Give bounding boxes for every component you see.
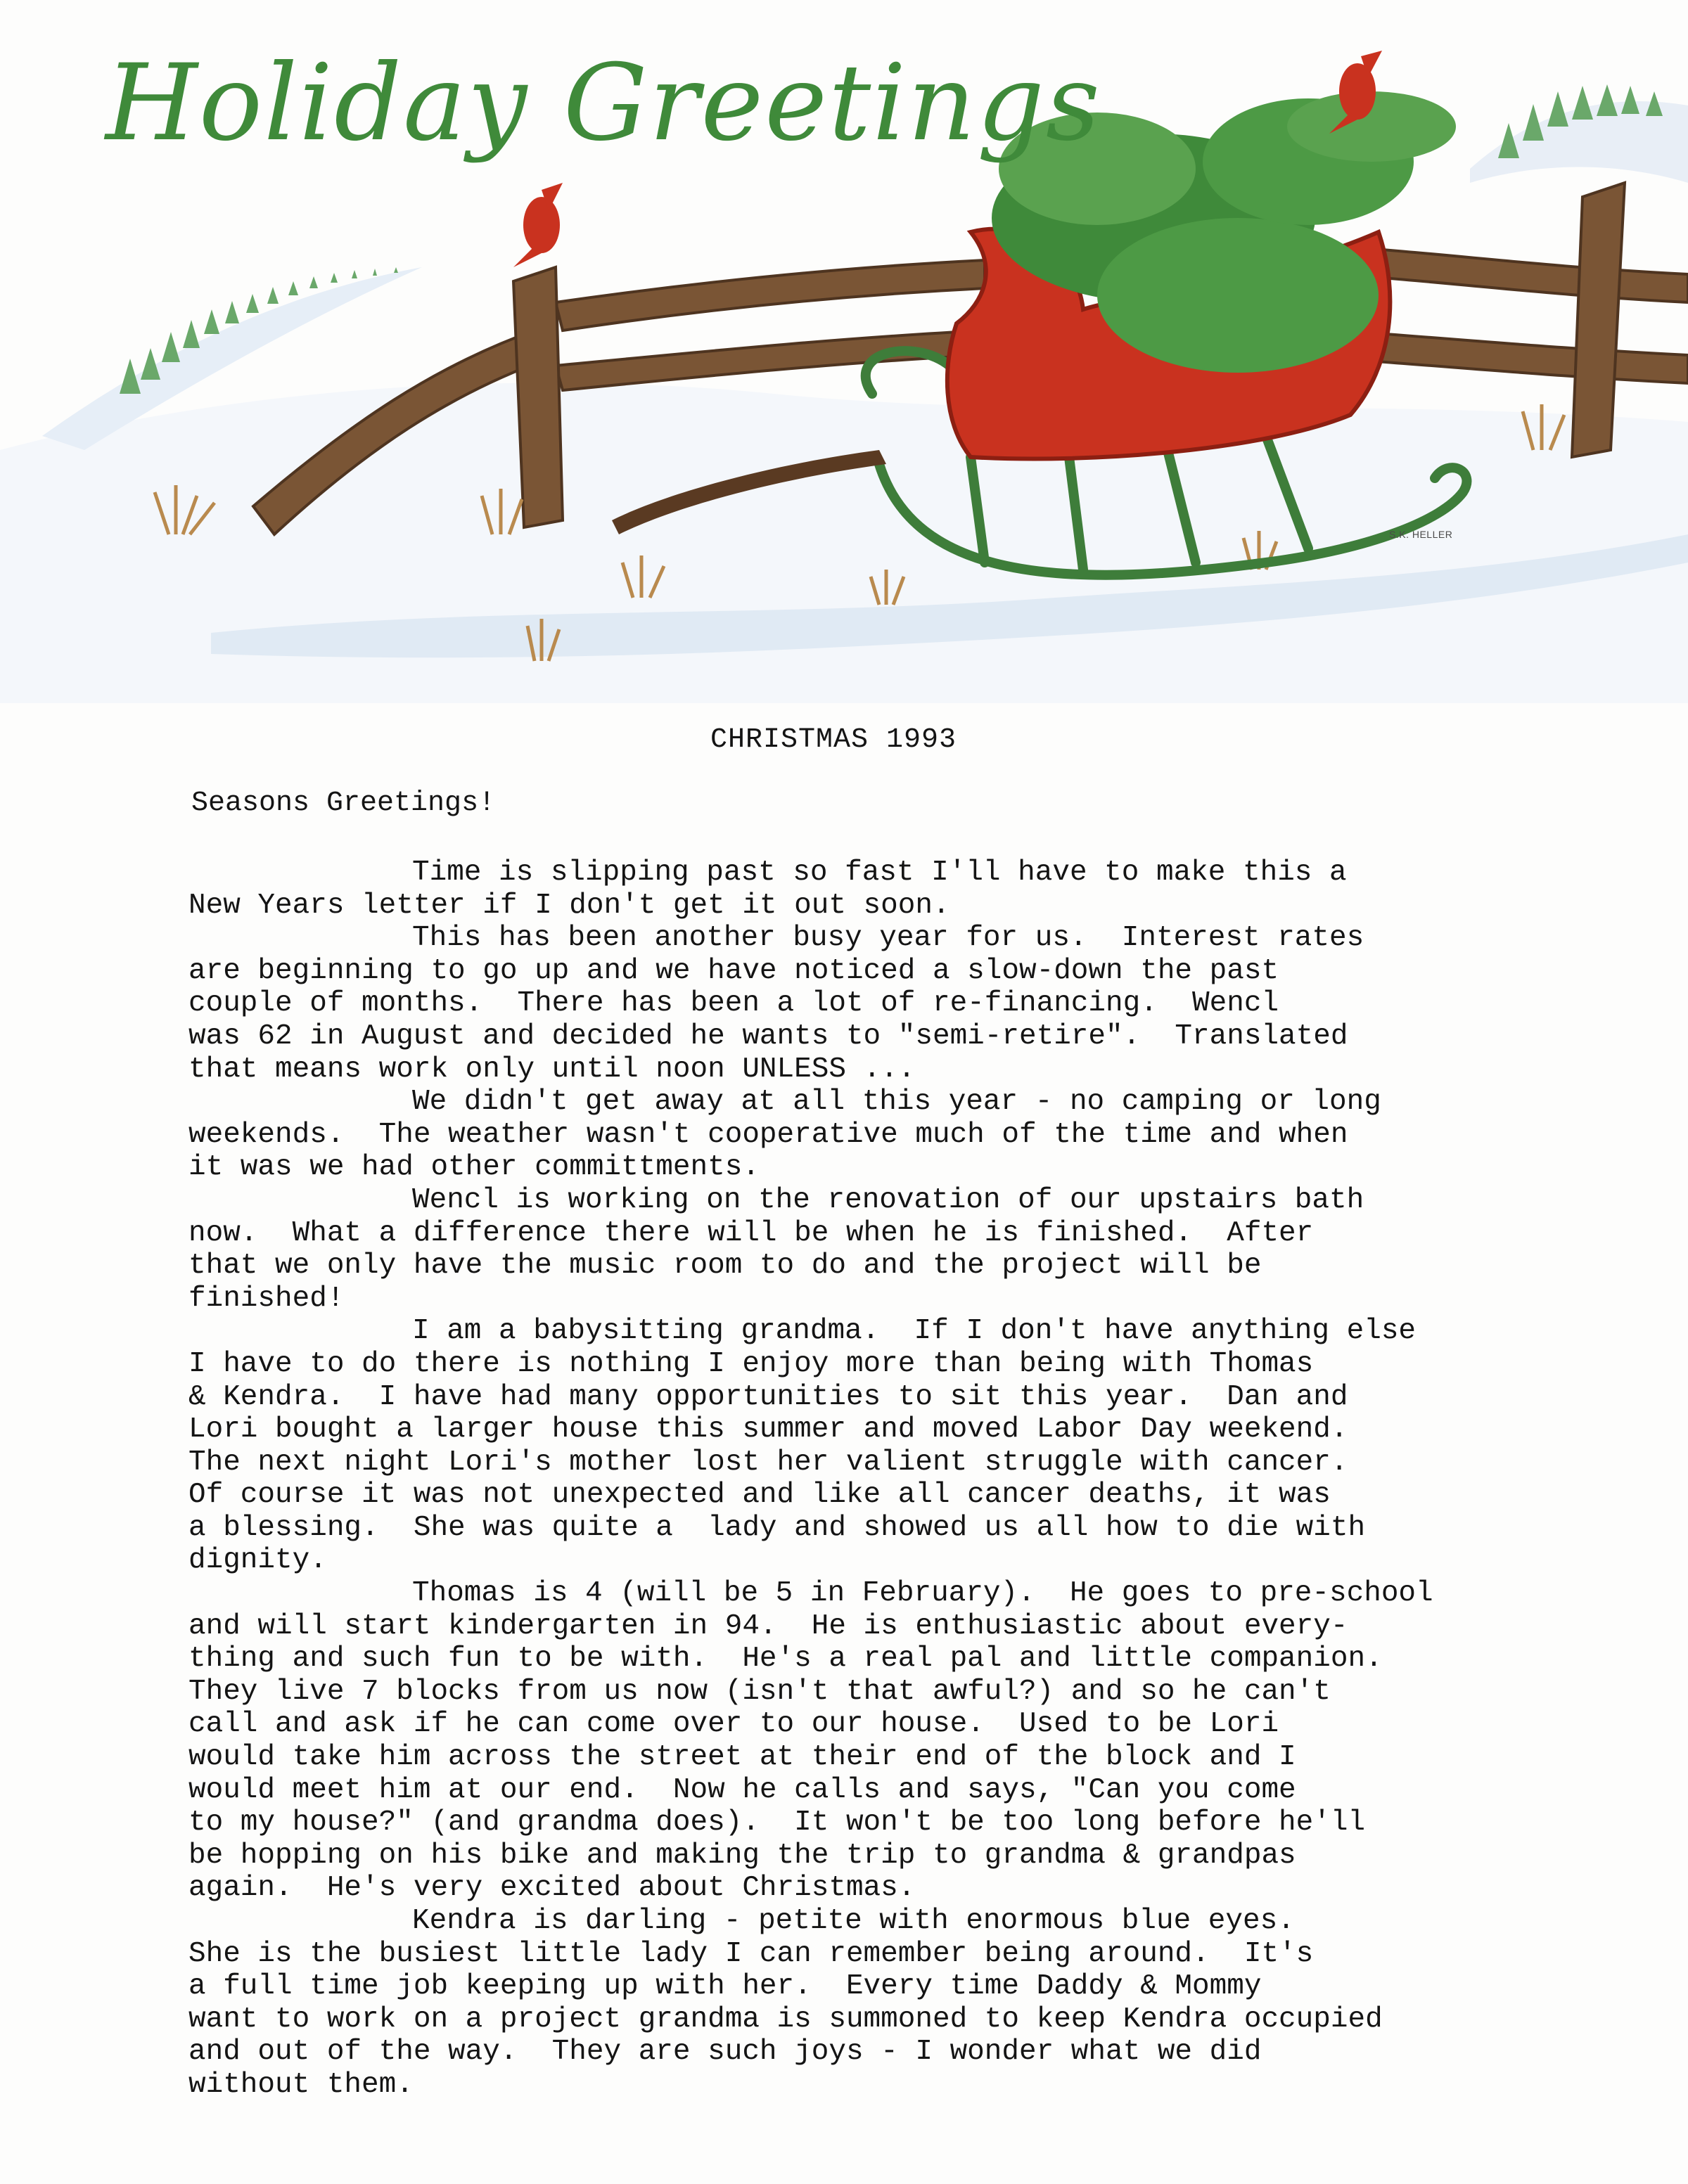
letter-line: a blessing. She was quite a lady and showed us all how to die with xyxy=(188,1511,1366,1544)
letter-body xyxy=(188,856,1595,2102)
letter-line: it was we had other committments. xyxy=(188,1151,760,1184)
letter-line: are beginning to go up and we have noticed a slow-down the past xyxy=(188,954,1279,987)
letter-line: She is the busiest little lady I can remember being around. It's xyxy=(188,1937,1314,1970)
letter-line: The next night Lori's mother lost her valient struggle with cancer. xyxy=(188,1446,1348,1479)
letter-line: now. What a difference there will be when he is finished. After xyxy=(188,1216,1314,1250)
letter-line: was 62 in August and decided he wants to "semi-retire". Translated xyxy=(188,1020,1348,1053)
letter-line: and out of the way. They are such joys - I wonder what we did xyxy=(188,2036,1262,2069)
cardinal-left xyxy=(513,183,563,267)
letter-line: that we only have the music room to do and the project will be xyxy=(188,1250,1262,1283)
letter-line: Lori bought a larger house this summer and moved Labor Day weekend. xyxy=(188,1413,1348,1446)
holiday-greetings-title: Holiday Greetings xyxy=(106,42,1101,165)
letter-line: I have to do there is nothing I enjoy more than being with Thomas xyxy=(188,1347,1314,1380)
letter-line: would meet him at our end. Now he calls and says, "Can you come xyxy=(188,1773,1296,1806)
letter-line: Thomas is 4 (will be 5 in February). He goes to pre-school xyxy=(412,1577,1433,1610)
letter-line: call and ask if he can come over to our house. Used to be Lori xyxy=(188,1708,1279,1741)
letter-line: be hopping on his bike and making the trip to grandma & grandpas xyxy=(188,1839,1296,1872)
letter-line: a full time job keeping up with her. Every time Daddy & Mommy xyxy=(188,1970,1262,2003)
letter-line: and will start kindergarten in 94. He is enthusiastic about every- xyxy=(188,1610,1348,1643)
letter-line: Of course it was not unexpected and like all cancer deaths, it was xyxy=(188,1479,1331,1512)
letter-line: Time is slipping past so fast I'll have to make this a xyxy=(412,856,1347,889)
letter-line: would take him across the street at their end of the block and I xyxy=(188,1741,1296,1774)
letter-line: want to work on a project grandma is summoned to keep Kendra occupied xyxy=(188,2003,1383,2036)
letter-line: dignity. xyxy=(188,1544,327,1577)
letter-line: & Kendra. I have had many opportunities to sit this year. Dan and xyxy=(188,1380,1348,1413)
letter-line: again. He's very excited about Christmas. xyxy=(188,1872,916,1905)
letter-salutation: Seasons Greetings! xyxy=(191,788,496,819)
letter-heading: CHRISTMAS 1993 xyxy=(710,724,957,756)
artist-signature: S.K. HELLER xyxy=(1389,529,1453,540)
letter-line: that means work only until noon UNLESS ... xyxy=(188,1053,916,1086)
letter-line: This has been another busy year for us. Interest rates xyxy=(412,922,1364,955)
letter-line: without them. xyxy=(188,2068,414,2101)
letter-line: Kendra is darling - petite with enormous blue eyes. xyxy=(412,1905,1295,1937)
letter-line: to my house?" (and grandma does). It won't be too long before he'll xyxy=(188,1806,1366,1839)
letter-line: New Years letter if I don't get it out soon. xyxy=(188,889,950,922)
letter-line: finished! xyxy=(188,1282,345,1315)
letter-line: thing and such fun to be with. He's a real pal and little companion. xyxy=(188,1643,1383,1676)
letter-line: I am a babysitting grandma. If I don't have anything else xyxy=(412,1315,1417,1348)
letter-line: weekends. The weather wasn't cooperative much of the time and when xyxy=(188,1118,1348,1151)
letter-line: Wencl is working on the renovation of our upstairs bath xyxy=(412,1183,1364,1216)
letter-line: couple of months. There has been a lot of re-financing. Wencl xyxy=(188,987,1279,1020)
letter-line: We didn't get away at all this year - no camping or long xyxy=(412,1086,1381,1119)
letter-line: They live 7 blocks from us now (isn't that awful?) and so he can't xyxy=(188,1675,1331,1708)
